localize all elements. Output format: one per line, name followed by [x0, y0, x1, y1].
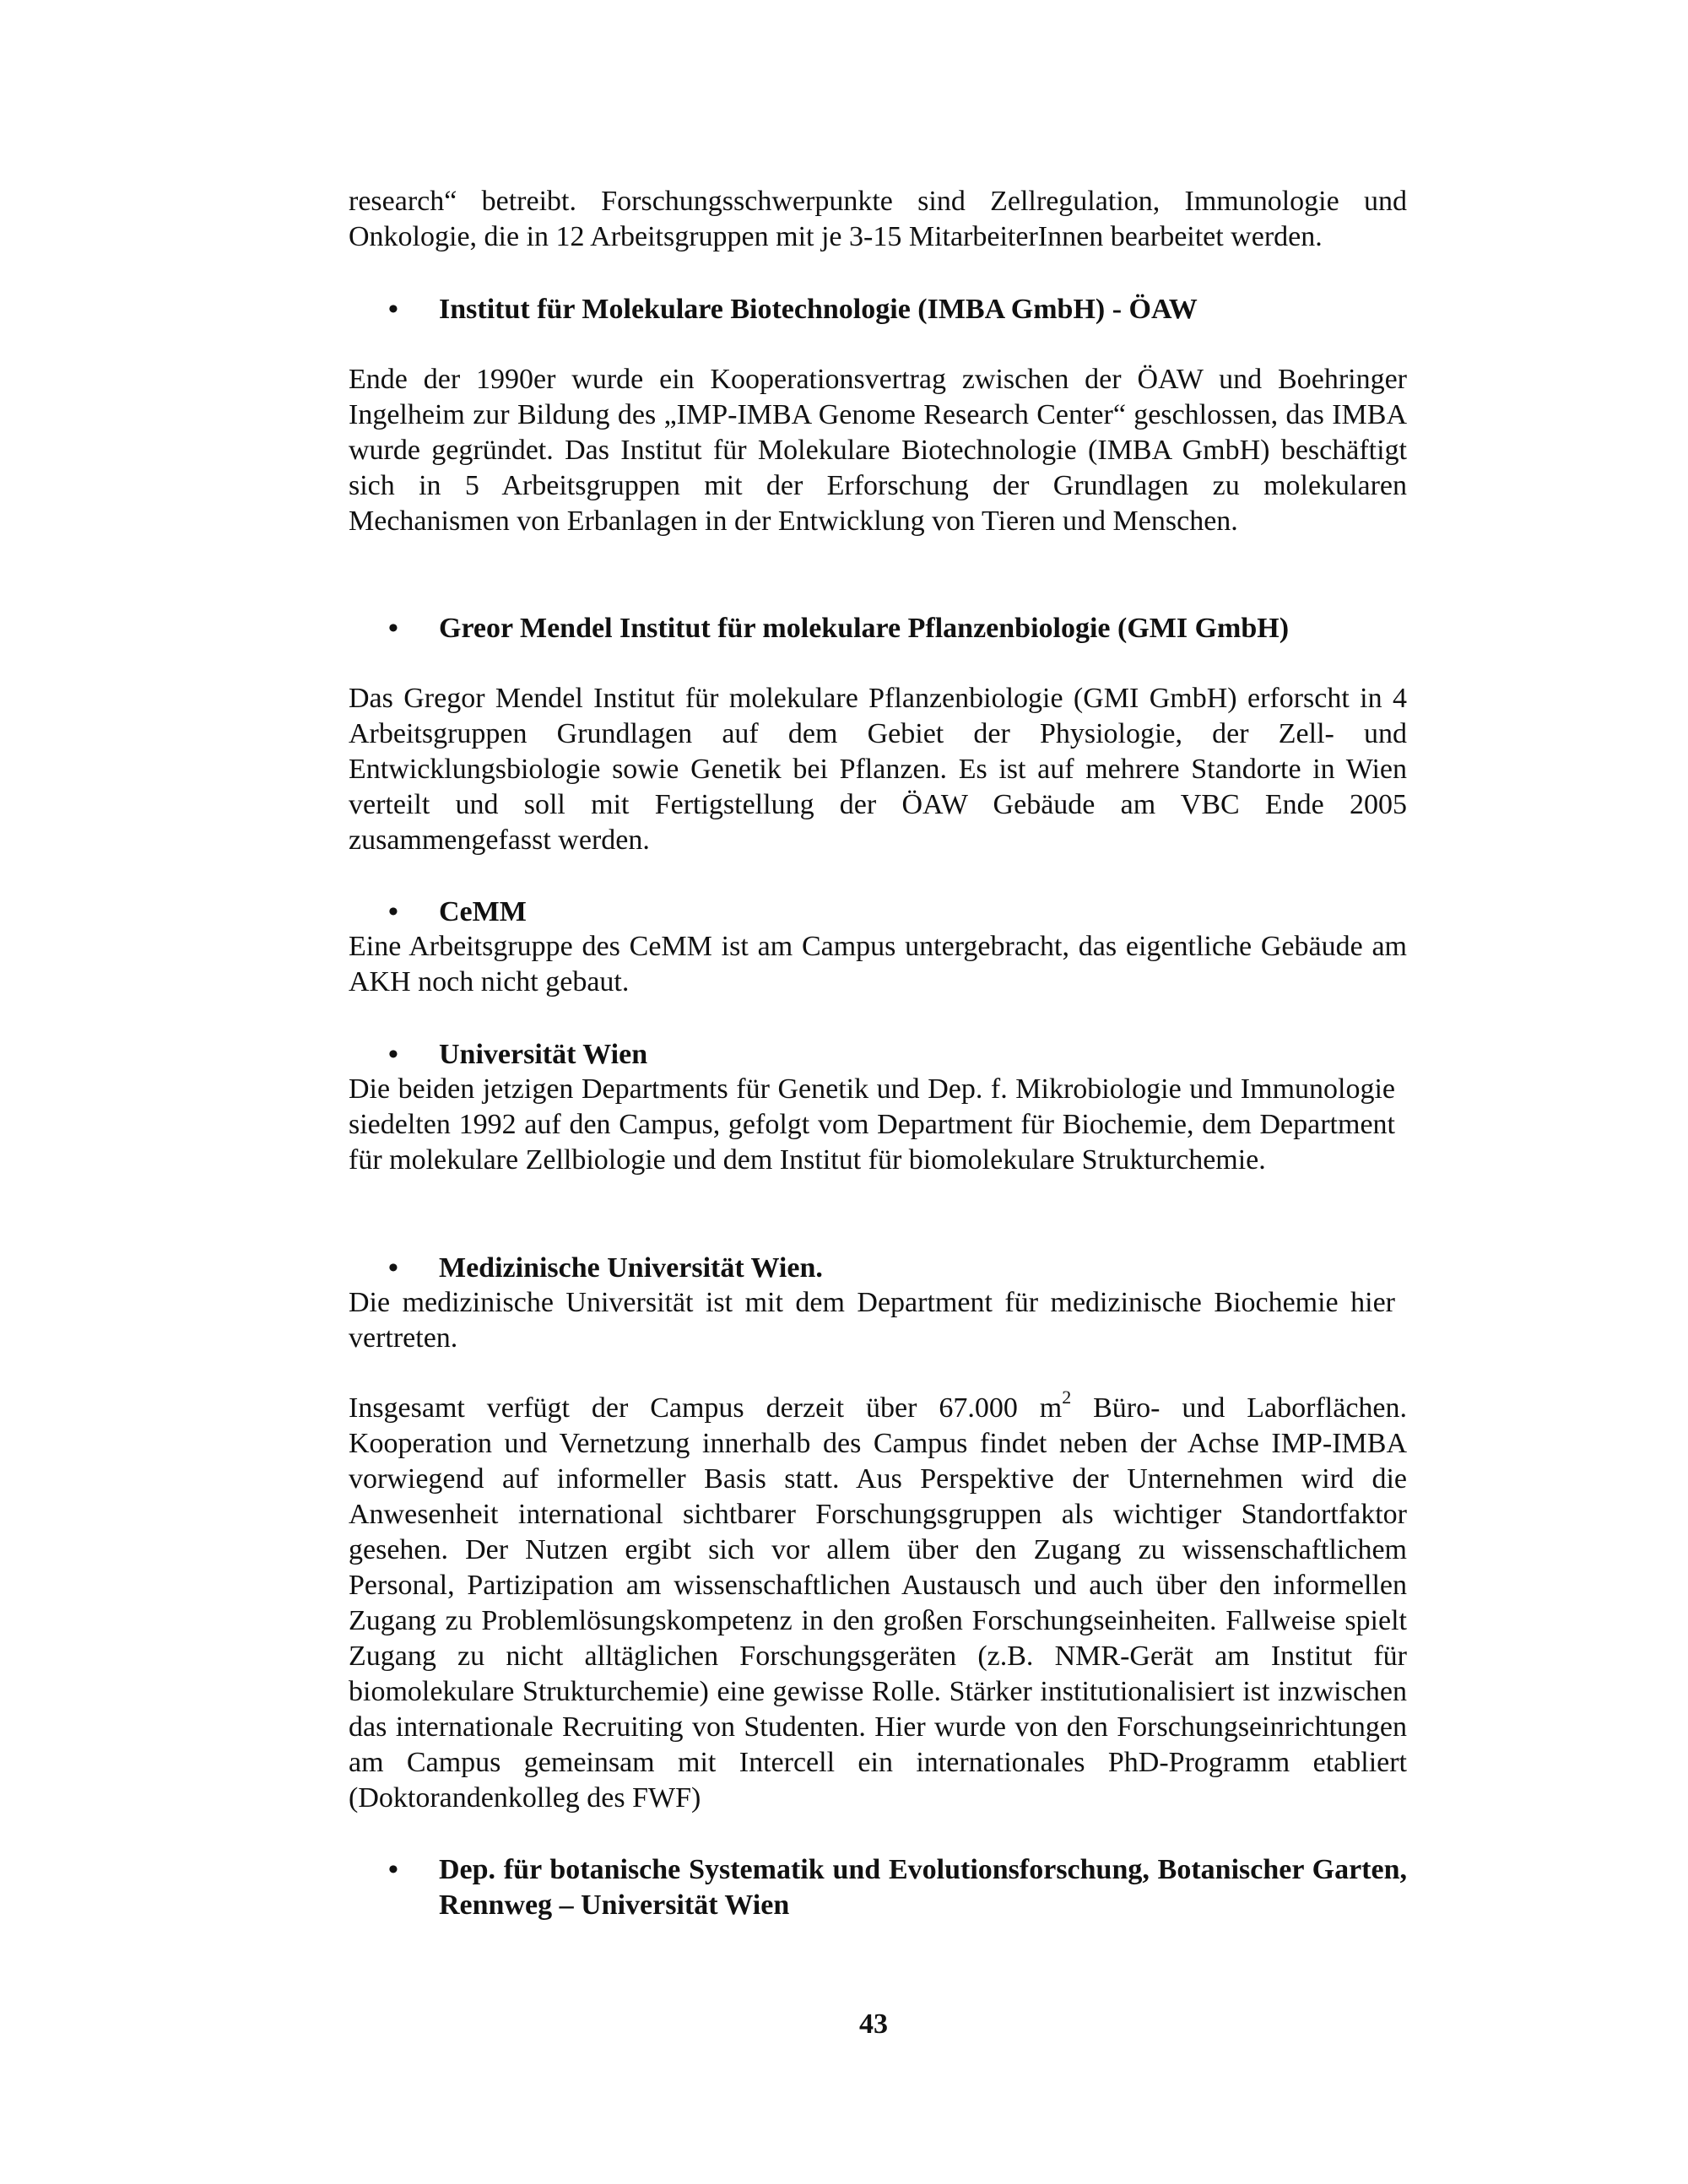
paragraph-imba: Ende der 1990er wurde ein Kooperationsvertrag zwischen der ÖAW und Boehringer Ingelheim zur Bildung des „IMP-IMBA Genome Research Center“ geschlossen, das IMBA wurde gegründet. Das Institut für Molekulare Biotechnologie (IMBA GmbH) beschäftigt sich in 5 Arbeitsgruppen mit der Erforschung der Grundlagen zu molekularen Mechanismen von Erbanlagen in der Entwicklung von Tieren und Menschen. [349, 364, 1407, 537]
bullet-cemm-heading [388, 895, 1407, 930]
bullet-meduni-text: Medizinische Universität Wien. [439, 1252, 823, 1284]
bullet-icon: • [388, 613, 398, 644]
bullet-icon: • [388, 1039, 398, 1070]
paragraph-cemm: Eine Arbeitsgruppe des CeMM ist am Campus untergebracht, das eigentliche Gebäude am AKH noch nicht gebaut. [349, 931, 1407, 997]
bullet-gmi-text: Greor Mendel Institut für molekulare Pflanzenbiologie (GMI GmbH) [439, 613, 1290, 644]
bullet-botanik-text: Dep. für botanische Systematik und Evolutionsforschung, Botanischer Garten, Rennweg – Universität Wien [439, 1854, 1407, 1921]
bullet-icon: • [388, 896, 398, 927]
bullet-cemm-text: CeMM [439, 896, 527, 927]
bullet-uniwien-heading [388, 1037, 1407, 1073]
bullet-icon: • [388, 1854, 398, 1885]
page-number: 43 [859, 2008, 888, 2040]
paragraph-research-intro: research“ betreibt. Forschungsschwerpunkte sind Zellregulation, Immunologie und Onkologie, die in 12 Arbeitsgruppen mit je 3-15 MitarbeiterInnen bearbeitet werden. [349, 186, 1407, 252]
paragraph-campus-overview [349, 1386, 1408, 1816]
bullet-botanik-heading [388, 1852, 1407, 1923]
campus-text-part2: Büro- und Laborflächen. Kooperation und Vernetzung innerhalb des Campus findet neben der Achse IMP-IMBA vorwiegend auf informeller Basis statt. Aus Perspektive der Unternehmen wird die Anwesenheit international sichtbarer Forschungsgruppen als wichtiger Standortfaktor gesehen. Der Nutzen ergibt sich vor allem über den Zugang zu wissenschaftlichem Personal, Partizipation am wissenschaftlichen Austausch und auch über den informellen Zugang zu Problemlösungskompetenz in den großen Forschungseinheiten. Fallweise spielt Zugang zu nicht alltäglichen Forschungsgeräten (z.B. NMR-Gerät am Institut für biomolekulare Strukturchemie) eine gewisse Rolle. Stärker institutionalisiert ist inzwischen das internationale Recruiting von Studenten. Hier wurde von den Forschungseinrichtungen am Campus gemeinsam mit Intercell ein internationales PhD-Programm etabliert (Doktorandenkolleg des FWF) [349, 1392, 1408, 1814]
bullet-gmi-heading [388, 611, 1407, 646]
bullet-imba-heading [388, 292, 1407, 327]
paragraph-gmi: Das Gregor Mendel Institut für molekulare Pflanzenbiologie (GMI GmbH) erforscht in 4 Arbeitsgruppen Grundlagen auf dem Gebiet der Physiologie, der Zell- und Entwicklungsbiologie sowie Genetik bei Pflanzen. Es ist auf mehrere Standorte in Wien verteilt und soll mit Fertigstellung der ÖAW Gebäude am VBC Ende 2005 zusammengefasst werden. [349, 683, 1407, 856]
bullet-meduni-heading [388, 1251, 1407, 1286]
paragraph-meduni: Die medizinische Universität ist mit dem Department für medizinische Biochemie hier vertreten. [349, 1287, 1395, 1354]
paragraph-uniwien: Die beiden jetzigen Departments für Genetik und Dep. f. Mikrobiologie und Immunologie siedelten 1992 auf den Campus, gefolgt vom Department für Biochemie, dem Department für molekulare Zellbiologie und dem Institut für biomolekulare Strukturchemie. [349, 1073, 1395, 1176]
bullet-icon: • [388, 1252, 398, 1284]
bullet-imba-text: Institut für Molekulare Biotechnologie (IMBA GmbH) - ÖAW [439, 294, 1198, 325]
campus-text-part1: Insgesamt verfügt der Campus derzeit über 67.000 m [349, 1392, 1063, 1424]
superscript-two: 2 [1062, 1386, 1072, 1408]
bullet-icon: • [388, 294, 398, 325]
bullet-uniwien-text: Universität Wien [439, 1039, 648, 1070]
